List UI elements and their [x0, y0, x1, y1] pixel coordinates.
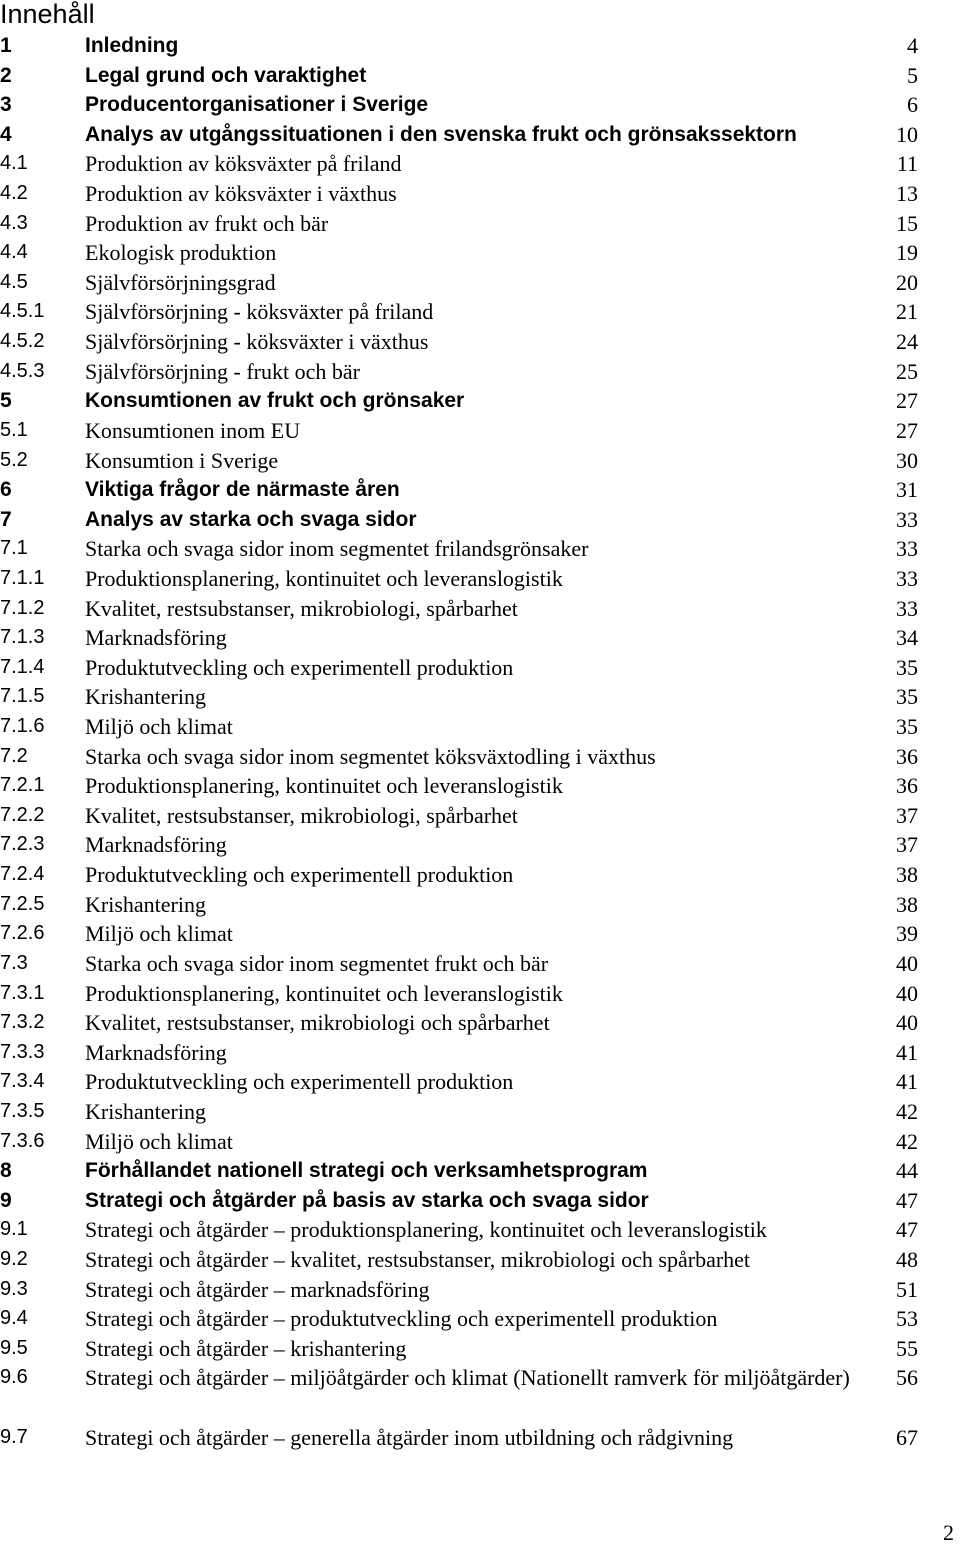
toc-entry-number: 4.5 [0, 270, 28, 293]
toc-entry-number: 9.5 [0, 1336, 28, 1359]
toc-entry-title: Kvalitet, restsubstanser, mikrobiologi, spårbarhet [85, 595, 518, 621]
toc-entry-page: 42 [896, 1098, 918, 1124]
toc-entry-page: 47 [896, 1187, 918, 1213]
toc-entry-number: 5.1 [0, 418, 28, 441]
toc-entry-title: Konsumtionen inom EU [85, 417, 301, 443]
toc-entry-title: Självförsörjning - köksväxter på friland [85, 299, 434, 325]
toc-entry[interactable] [0, 327, 960, 357]
toc-entry-title: Produktion av frukt och bär [85, 210, 329, 236]
toc-entry[interactable] [0, 1127, 960, 1157]
toc-entry-page: 39 [896, 921, 918, 947]
page-number: 2 [943, 1520, 954, 1545]
toc-entry[interactable] [0, 1186, 960, 1216]
toc-entry[interactable] [0, 179, 960, 209]
toc-entry-number: 7.3.3 [0, 1040, 45, 1063]
toc-entry-title: Konsumtion i Sverige [85, 447, 279, 473]
toc-entry-page: 13 [896, 181, 918, 207]
toc-entry-page: 33 [896, 506, 918, 532]
toc-entry[interactable] [0, 771, 960, 801]
toc-entry[interactable] [0, 1423, 960, 1453]
toc-entry-title: Starka och svaga sidor inom segmentet frilandsgrönsaker [85, 536, 589, 562]
toc-entry-page: 27 [896, 417, 918, 443]
toc-entry-page: 19 [896, 240, 918, 266]
toc-entry-title: Krishantering [85, 684, 206, 710]
toc-entry-title: Självförsörjning - köksväxter i växthus [85, 329, 429, 355]
toc-entry-page: 67 [896, 1424, 918, 1450]
toc-entry-number: 9.7 [0, 1425, 28, 1448]
toc-entry-page: 25 [896, 358, 918, 384]
toc-entry-number: 4.2 [0, 182, 28, 205]
toc-entry-title: Självförsörjning - frukt och bär [85, 358, 360, 384]
toc-entry-title: Strategi och åtgärder – marknadsföring [85, 1276, 430, 1302]
toc-entry-number: 7.1.3 [0, 626, 45, 649]
toc-entry-title: Produktutveckling och experimentell produktion [85, 654, 514, 680]
toc-entry-title: Produktionsplanering, kontinuitet och leveranslogistik [85, 565, 563, 591]
toc-entry-number: 7.2 [0, 744, 28, 767]
toc-entry[interactable] [0, 1363, 960, 1422]
toc-entry-title: Miljö och klimat [85, 1128, 233, 1154]
toc-entry-page: 56 [896, 1365, 918, 1391]
toc-entry-page: 42 [896, 1128, 918, 1154]
page-title: Innehåll [0, 0, 95, 29]
toc-entry[interactable] [0, 31, 960, 61]
toc-entry-number: 7.1.2 [0, 596, 45, 619]
toc-entry-number: 9.6 [0, 1366, 28, 1389]
toc-entry-page: 10 [896, 121, 918, 147]
toc-entry-number: 7.2.4 [0, 863, 45, 886]
toc-entry[interactable] [0, 1097, 960, 1127]
toc-entry-page: 35 [896, 714, 918, 740]
toc-entry-number: 4.1 [0, 152, 28, 175]
toc-entry-number: 9.2 [0, 1247, 28, 1270]
toc-entry-page: 15 [896, 210, 918, 236]
toc-entry-number: 4 [0, 122, 12, 146]
toc-entry-page: 41 [896, 1039, 918, 1065]
toc-entry[interactable] [0, 268, 960, 298]
toc-entry-title: Producentorganisationer i Sverige [85, 93, 429, 117]
toc-entry-number: 4.5.2 [0, 330, 45, 353]
toc-entry-number: 3 [0, 93, 12, 117]
table-of-contents [0, 31, 960, 1452]
toc-entry[interactable] [0, 564, 960, 594]
toc-entry-title: Krishantering [85, 1098, 206, 1124]
toc-entry[interactable] [0, 919, 960, 949]
toc-entry[interactable] [0, 505, 960, 535]
toc-entry-number: 4.5.1 [0, 300, 45, 323]
toc-entry[interactable] [0, 1156, 960, 1186]
toc-entry-title: Strategi och åtgärder – generella åtgärder inom utbildning och rådgivning [85, 1424, 734, 1450]
toc-entry-title: Viktiga frågor de närmaste åren [85, 478, 400, 502]
toc-entry-number: 4.3 [0, 211, 28, 234]
toc-entry[interactable] [0, 1215, 960, 1245]
toc-entry[interactable] [0, 416, 960, 446]
toc-entry-page: 27 [896, 388, 918, 414]
toc-entry-title: Produktion av köksväxter på friland [85, 151, 402, 177]
toc-entry-page: 40 [896, 1010, 918, 1036]
toc-entry[interactable] [0, 61, 960, 91]
toc-entry-title: Produktion av köksväxter i växthus [85, 181, 397, 207]
toc-entry[interactable] [0, 1245, 960, 1275]
toc-entry-number: 7 [0, 507, 12, 531]
toc-entry-number: 7.1.6 [0, 715, 45, 738]
toc-entry[interactable] [0, 1067, 960, 1097]
toc-entry[interactable] [0, 534, 960, 564]
toc-entry[interactable] [0, 830, 960, 860]
toc-entry[interactable] [0, 297, 960, 327]
toc-entry-number: 7.2.6 [0, 922, 45, 945]
toc-entry-page: 40 [896, 980, 918, 1006]
toc-entry-title: Produktutveckling och experimentell produktion [85, 862, 514, 888]
toc-entry[interactable] [0, 1038, 960, 1068]
toc-entry-title: Självförsörjningsgrad [85, 269, 276, 295]
toc-entry-page: 51 [896, 1276, 918, 1302]
toc-entry-number: 4.5.3 [0, 359, 45, 382]
toc-entry-page: 33 [896, 595, 918, 621]
toc-entry-number: 1 [0, 34, 12, 57]
toc-entry-title: Strategi och åtgärder – krishantering [85, 1335, 407, 1361]
toc-entry-number: 7.3 [0, 951, 28, 974]
toc-entry-page: 37 [896, 802, 918, 828]
toc-entry-title: Miljö och klimat [85, 714, 233, 740]
toc-entry-number: 6 [0, 478, 12, 502]
toc-entry[interactable] [0, 890, 960, 920]
toc-entry-page: 40 [896, 950, 918, 976]
toc-entry[interactable] [0, 120, 960, 150]
toc-entry-page: 36 [896, 773, 918, 799]
toc-entry-page: 55 [896, 1335, 918, 1361]
toc-entry-title: Ekologisk produktion [85, 240, 277, 266]
toc-entry-number: 7.2.5 [0, 892, 45, 915]
toc-entry-title: Inledning [85, 34, 179, 57]
toc-entry-page: 20 [896, 269, 918, 295]
toc-entry[interactable] [0, 149, 960, 179]
toc-entry-page: 38 [896, 862, 918, 888]
toc-entry-number: 9.1 [0, 1218, 28, 1241]
toc-entry-title: Miljö och klimat [85, 921, 233, 947]
toc-entry-number: 9.3 [0, 1277, 28, 1300]
toc-entry-number: 7.2.1 [0, 774, 45, 797]
toc-entry-title: Strategi och åtgärder – produktionsplanering, kontinuitet och leveranslogistik [85, 1217, 767, 1243]
toc-entry-title: Produktionsplanering, kontinuitet och leveranslogistik [85, 773, 563, 799]
toc-entry[interactable] [0, 742, 960, 772]
toc-entry[interactable] [0, 979, 960, 1009]
toc-entry-number: 7.2.2 [0, 803, 45, 826]
toc-entry-page: 4 [907, 33, 918, 58]
toc-entry-number: 7.3.1 [0, 981, 45, 1004]
toc-entry-title: Marknadsföring [85, 832, 227, 858]
toc-entry-number: 2 [0, 63, 12, 87]
toc-entry-page: 5 [907, 62, 918, 88]
toc-entry-page: 11 [896, 151, 918, 177]
toc-entry-title: Krishantering [85, 891, 206, 917]
toc-entry-title: Analys av starka och svaga sidor [85, 507, 417, 531]
toc-entry-title: Marknadsföring [85, 625, 227, 651]
toc-entry[interactable] [0, 1008, 960, 1038]
toc-entry-number: 5 [0, 389, 12, 413]
toc-entry-title: Konsumtionen av frukt och grönsaker [85, 389, 465, 413]
toc-entry-number: 7.1.5 [0, 685, 45, 708]
toc-entry-title: Förhållandet nationell strategi och verksamhetsprogram [85, 1159, 648, 1183]
toc-entry-number: 4.4 [0, 241, 28, 264]
toc-entry[interactable] [0, 653, 960, 683]
toc-entry[interactable] [0, 860, 960, 890]
toc-entry[interactable] [0, 1275, 960, 1305]
toc-entry[interactable] [0, 1304, 960, 1334]
toc-entry-title: Analys av utgångssituationen i den svenska frukt och grönsakssektorn [85, 122, 797, 146]
toc-entry-number: 7.1.4 [0, 655, 45, 678]
toc-entry[interactable] [0, 446, 960, 476]
toc-entry-title: Legal grund och varaktighet [85, 63, 367, 87]
toc-entry[interactable] [0, 801, 960, 831]
toc-entry-title: Kvalitet, restsubstanser, mikrobiologi, spårbarhet [85, 802, 518, 828]
toc-entry[interactable] [0, 949, 960, 979]
toc-entry[interactable] [0, 90, 960, 120]
toc-entry-title: Produktionsplanering, kontinuitet och leveranslogistik [85, 980, 563, 1006]
toc-entry[interactable] [0, 1334, 960, 1364]
toc-entry-page: 48 [896, 1246, 918, 1272]
toc-entry[interactable] [0, 386, 960, 416]
toc-entry-number: 7.3.6 [0, 1129, 45, 1152]
toc-entry-page: 30 [896, 447, 918, 473]
toc-entry-number: 9.4 [0, 1307, 28, 1330]
toc-entry-number: 8 [0, 1159, 12, 1183]
toc-entry[interactable] [0, 712, 960, 742]
toc-entry-number: 7.3.4 [0, 1070, 45, 1093]
toc-entry[interactable] [0, 682, 960, 712]
toc-entry-title: Starka och svaga sidor inom segmentet frukt och bär [85, 950, 549, 976]
toc-entry-number: 7.3.5 [0, 1099, 45, 1122]
toc-entry-number: 7.1.1 [0, 566, 45, 589]
toc-entry-title: Strategi och åtgärder – miljöåtgärder och klimat (Nationellt ramverk för miljöåtgärder) [85, 1365, 850, 1391]
toc-entry-page: 33 [896, 565, 918, 591]
toc-entry-page: 35 [896, 684, 918, 710]
toc-entry-page: 24 [896, 329, 918, 355]
toc-entry-page: 35 [896, 654, 918, 680]
toc-entry-page: 34 [896, 625, 918, 651]
toc-entry[interactable] [0, 594, 960, 624]
toc-entry-page: 36 [896, 743, 918, 769]
toc-entry-page: 6 [907, 92, 918, 118]
toc-entry-title: Starka och svaga sidor inom segmentet köksväxtodling i växthus [85, 743, 656, 769]
toc-entry-number: 7.2.3 [0, 833, 45, 856]
toc-entry-page: 44 [896, 1158, 918, 1184]
toc-entry[interactable] [0, 475, 960, 505]
toc-entry-title: Strategi och åtgärder – produktutveckling och experimentell produktion [85, 1306, 718, 1332]
toc-entry[interactable] [0, 623, 960, 653]
toc-entry-number: 9 [0, 1188, 12, 1212]
toc-entry-page: 21 [896, 299, 918, 325]
toc-entry-number: 7.1 [0, 537, 28, 560]
toc-entry[interactable] [0, 209, 960, 239]
toc-entry-title: Kvalitet, restsubstanser, mikrobiologi och spårbarhet [85, 1010, 550, 1036]
toc-entry-number: 7.3.2 [0, 1011, 45, 1034]
toc-entry-page: 47 [896, 1217, 918, 1243]
toc-entry[interactable] [0, 238, 960, 268]
toc-entry-title: Strategi och åtgärder – kvalitet, restsubstanser, mikrobiologi och spårbarhet [85, 1246, 751, 1272]
toc-entry-page: 53 [896, 1306, 918, 1332]
toc-entry[interactable] [0, 357, 960, 387]
toc-entry-number: 5.2 [0, 448, 28, 471]
toc-entry-title: Produktutveckling och experimentell produktion [85, 1069, 514, 1095]
toc-entry-page: 33 [896, 536, 918, 562]
toc-entry-title: Strategi och åtgärder på basis av starka och svaga sidor [85, 1188, 649, 1212]
toc-entry-title: Marknadsföring [85, 1039, 227, 1065]
toc-entry-page: 41 [896, 1069, 918, 1095]
toc-entry-page: 37 [896, 832, 918, 858]
toc-entry-page: 31 [896, 477, 918, 503]
toc-entry-page: 38 [896, 891, 918, 917]
